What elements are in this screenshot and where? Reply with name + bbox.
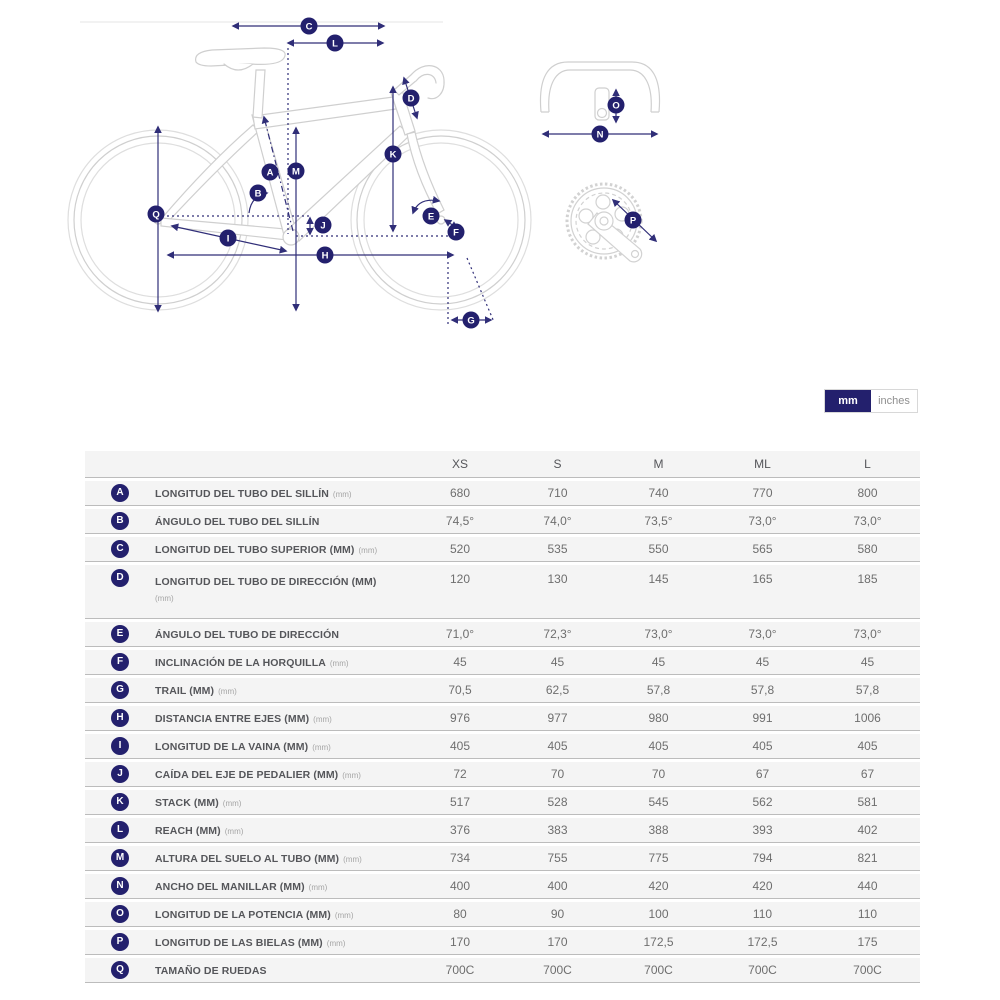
- diagram-badge-F: [448, 224, 465, 241]
- value-cell: 74,0°: [508, 509, 607, 534]
- row-label: LONGITUD DE LA VAINA (MM): [155, 741, 309, 753]
- value-cell: 545: [607, 790, 710, 815]
- geometry-row-I: [85, 734, 920, 759]
- diagram-badge-D: [403, 90, 420, 107]
- row-label: ALTURA DEL SUELO AL TUBO (MM): [155, 853, 340, 865]
- geometry-row-D: [85, 565, 920, 619]
- value-cell: 980: [607, 706, 710, 731]
- diagram-badge-E: [423, 208, 440, 225]
- row-letter-badge: L: [111, 821, 129, 839]
- geometry-row-H: [85, 706, 920, 731]
- row-label: LONGITUD DE LAS BIELAS (MM): [155, 937, 323, 949]
- value-cell: 62,5: [508, 678, 607, 703]
- diagram-badge-B: [250, 185, 267, 202]
- value-cell: 700C: [815, 958, 920, 983]
- value-cell: 535: [508, 537, 607, 562]
- value-cell: 562: [710, 790, 815, 815]
- value-cell: 700C: [412, 958, 508, 983]
- svg-text:O: O: [612, 100, 620, 112]
- geometry-row-G: [85, 678, 920, 703]
- value-cell: 440: [815, 874, 920, 899]
- value-cell: 120: [412, 565, 508, 619]
- value-cell: 57,8: [607, 678, 710, 703]
- row-label: TAMAÑO DE RUEDAS: [155, 965, 267, 977]
- row-letter-badge: O: [111, 905, 129, 923]
- svg-text:E: E: [427, 211, 435, 223]
- label-cell: [155, 509, 412, 534]
- diagram-badge-A: [262, 164, 279, 181]
- value-cell: 400: [508, 874, 607, 899]
- row-letter-badge: D: [111, 569, 129, 587]
- diagram-badge-Q: [148, 206, 165, 223]
- geometry-row-F: [85, 650, 920, 675]
- svg-text:F: F: [453, 227, 459, 239]
- badge-cell: [85, 846, 155, 871]
- diagram-badge-C: [301, 18, 318, 35]
- row-letter-badge: A: [111, 484, 129, 502]
- diagram-badge-J: [315, 217, 332, 234]
- value-cell: 794: [710, 846, 815, 871]
- badge-cell: [85, 706, 155, 731]
- row-unit-suffix: (mm): [342, 771, 361, 780]
- row-unit-suffix: (mm): [329, 659, 349, 668]
- svg-text:K: K: [389, 149, 397, 161]
- label-cell: [155, 902, 412, 927]
- header-spacer-label: [155, 451, 412, 478]
- label-cell: [155, 874, 412, 899]
- value-cell: 405: [710, 734, 815, 759]
- value-cell: 800: [815, 481, 920, 506]
- row-label: LONGITUD DEL TUBO DE DIRECCIÓN (MM): [155, 576, 377, 588]
- badge-cell: [85, 790, 155, 815]
- badge-cell: [85, 734, 155, 759]
- row-unit-suffix: (mm): [343, 855, 362, 864]
- label-cell: [155, 678, 412, 703]
- diagram-badge-K: [385, 146, 402, 163]
- diagram-badge-N: [592, 126, 609, 143]
- row-unit-suffix: (mm): [332, 490, 352, 499]
- value-cell: 90: [508, 902, 607, 927]
- label-cell: [155, 481, 412, 506]
- bike-art: [68, 48, 531, 310]
- value-cell: 72: [412, 762, 508, 787]
- badge-cell: [85, 537, 155, 562]
- value-cell: 550: [607, 537, 710, 562]
- value-cell: 734: [412, 846, 508, 871]
- geometry-row-K: [85, 790, 920, 815]
- value-cell: 172,5: [607, 930, 710, 955]
- value-cell: 45: [815, 650, 920, 675]
- row-letter-badge: F: [111, 653, 129, 671]
- value-cell: 57,8: [815, 678, 920, 703]
- row-letter-badge: M: [111, 849, 129, 867]
- badge-cell: [85, 565, 155, 619]
- row-unit-suffix: (mm): [334, 911, 354, 920]
- diagram-badge-M: [288, 163, 305, 180]
- row-letter-badge: K: [111, 793, 129, 811]
- value-cell: 393: [710, 818, 815, 843]
- diagram-badge-H: [317, 247, 334, 264]
- value-cell: 517: [412, 790, 508, 815]
- svg-text:J: J: [320, 220, 326, 232]
- badge-cell: [85, 762, 155, 787]
- row-letter-badge: N: [111, 877, 129, 895]
- badge-cell: [85, 650, 155, 675]
- badge-cell: [85, 902, 155, 927]
- row-unit-suffix: (mm): [312, 743, 331, 752]
- row-letter-badge: H: [111, 709, 129, 727]
- value-cell: 45: [508, 650, 607, 675]
- geometry-row-E: [85, 622, 920, 647]
- row-label: ANCHO DEL MANILLAR (MM): [155, 881, 305, 893]
- value-cell: 1006: [815, 706, 920, 731]
- row-label: ÁNGULO DEL TUBO DE DIRECCIÓN: [155, 629, 340, 641]
- value-cell: 977: [508, 706, 607, 731]
- row-unit-suffix: (mm): [155, 594, 174, 603]
- svg-text:A: A: [266, 167, 274, 179]
- diagram-badge-I: [220, 230, 237, 247]
- size-column-header: M: [607, 451, 710, 478]
- diagram-badge-L: [327, 35, 344, 52]
- value-cell: 73,0°: [710, 509, 815, 534]
- value-cell: 175: [815, 930, 920, 955]
- value-cell: 976: [412, 706, 508, 731]
- row-label: ÁNGULO DEL TUBO DEL SILLÍN: [155, 516, 320, 528]
- svg-text:I: I: [226, 233, 230, 245]
- value-cell: 402: [815, 818, 920, 843]
- value-cell: 73,0°: [607, 622, 710, 647]
- label-cell: [155, 650, 412, 675]
- value-cell: 73,0°: [710, 622, 815, 647]
- badge-cell: [85, 509, 155, 534]
- label-cell: [155, 818, 412, 843]
- svg-text:L: L: [332, 38, 338, 50]
- label-cell: [155, 958, 412, 983]
- value-cell: 680: [412, 481, 508, 506]
- value-cell: 991: [710, 706, 815, 731]
- value-cell: 755: [508, 846, 607, 871]
- value-cell: 70: [508, 762, 607, 787]
- svg-text:H: H: [321, 250, 329, 262]
- label-cell: [155, 706, 412, 731]
- value-cell: 170: [508, 930, 607, 955]
- value-cell: 70: [607, 762, 710, 787]
- value-cell: 165: [710, 565, 815, 619]
- value-cell: 73,0°: [815, 509, 920, 534]
- row-letter-badge: Q: [111, 961, 129, 979]
- row-label: STACK (MM): [155, 797, 219, 809]
- geometry-table: [85, 448, 920, 986]
- size-column-header: L: [815, 451, 920, 478]
- value-cell: 73,5°: [607, 509, 710, 534]
- row-unit-suffix: (mm): [218, 687, 237, 696]
- value-cell: 67: [710, 762, 815, 787]
- badge-cell: [85, 958, 155, 983]
- value-cell: 57,8: [710, 678, 815, 703]
- badge-cell: [85, 481, 155, 506]
- value-cell: 71,0°: [412, 622, 508, 647]
- unit-toggle: [824, 389, 918, 413]
- value-cell: 110: [710, 902, 815, 927]
- value-cell: 420: [607, 874, 710, 899]
- value-cell: 73,0°: [815, 622, 920, 647]
- dimension-lines: [158, 26, 657, 326]
- svg-text:D: D: [407, 93, 415, 105]
- value-cell: 45: [607, 650, 710, 675]
- header-spacer-badge: [85, 451, 155, 478]
- row-unit-suffix: (mm): [326, 939, 346, 948]
- svg-text:B: B: [254, 188, 262, 200]
- value-cell: 170: [412, 930, 508, 955]
- size-column-header: ML: [710, 451, 815, 478]
- row-letter-badge: I: [111, 737, 129, 755]
- size-column-header: S: [508, 451, 607, 478]
- row-unit-suffix: (mm): [308, 883, 328, 892]
- svg-text:C: C: [305, 21, 313, 33]
- handlebar-diagram: [540, 62, 659, 120]
- geometry-row-Q: [85, 958, 920, 983]
- value-cell: 67: [815, 762, 920, 787]
- size-header-row: [85, 451, 920, 478]
- diagram-badge-G: [463, 312, 480, 329]
- svg-text:M: M: [292, 166, 300, 178]
- value-cell: 520: [412, 537, 508, 562]
- row-letter-badge: P: [111, 933, 129, 951]
- geometry-row-C: [85, 537, 920, 562]
- row-letter-badge: E: [111, 625, 129, 643]
- value-cell: 420: [710, 874, 815, 899]
- badge-cell: [85, 818, 155, 843]
- value-cell: 400: [412, 874, 508, 899]
- value-cell: 700C: [710, 958, 815, 983]
- row-label: CAÍDA DEL EJE DE PEDALIER (MM): [155, 769, 339, 781]
- value-cell: 770: [710, 481, 815, 506]
- geometry-row-J: [85, 762, 920, 787]
- value-cell: 565: [710, 537, 815, 562]
- value-cell: 45: [710, 650, 815, 675]
- geometry-row-B: [85, 509, 920, 534]
- value-cell: 388: [607, 818, 710, 843]
- row-label: REACH (MM): [155, 825, 221, 837]
- label-cell: [155, 622, 412, 647]
- value-cell: 110: [815, 902, 920, 927]
- value-cell: 45: [412, 650, 508, 675]
- label-cell: [155, 734, 412, 759]
- row-unit-suffix: (mm): [358, 546, 378, 555]
- value-cell: 405: [607, 734, 710, 759]
- badge-cell: [85, 622, 155, 647]
- row-unit-suffix: (mm): [222, 799, 242, 808]
- label-cell: [155, 846, 412, 871]
- size-column-header: XS: [412, 451, 508, 478]
- geometry-row-N: [85, 874, 920, 899]
- row-letter-badge: C: [111, 540, 129, 558]
- value-cell: 405: [508, 734, 607, 759]
- value-cell: 740: [607, 481, 710, 506]
- row-letter-badge: J: [111, 765, 129, 783]
- row-letter-badge: G: [111, 681, 129, 699]
- svg-text:P: P: [629, 215, 637, 227]
- label-cell: [155, 565, 412, 619]
- value-cell: 70,5: [412, 678, 508, 703]
- badge-cell: [85, 874, 155, 899]
- value-cell: 581: [815, 790, 920, 815]
- label-cell: [155, 762, 412, 787]
- label-cell: [155, 790, 412, 815]
- value-cell: 74,5°: [412, 509, 508, 534]
- geometry-diagram: [0, 0, 1000, 380]
- value-cell: 700C: [607, 958, 710, 983]
- value-cell: 100: [607, 902, 710, 927]
- row-label: LONGITUD DEL TUBO DEL SILLÍN: [155, 488, 329, 500]
- row-label: DISTANCIA ENTRE EJES (MM): [155, 713, 310, 725]
- value-cell: 405: [815, 734, 920, 759]
- geometry-row-O: [85, 902, 920, 927]
- value-cell: 700C: [508, 958, 607, 983]
- diagram-badge-P: [625, 212, 642, 229]
- diagram-badge-O: [608, 97, 625, 114]
- svg-text:G: G: [467, 315, 475, 327]
- value-cell: 145: [607, 565, 710, 619]
- value-cell: 775: [607, 846, 710, 871]
- row-label: LONGITUD DEL TUBO SUPERIOR (MM): [155, 544, 355, 556]
- row-label: LONGITUD DE LA POTENCIA (MM): [155, 909, 331, 921]
- label-cell: [155, 930, 412, 955]
- geometry-row-A: [85, 481, 920, 506]
- value-cell: 405: [412, 734, 508, 759]
- geometry-row-L: [85, 818, 920, 843]
- label-cell: [155, 537, 412, 562]
- svg-text:Q: Q: [152, 209, 160, 221]
- value-cell: 580: [815, 537, 920, 562]
- svg-text:N: N: [596, 129, 604, 141]
- value-cell: 130: [508, 565, 607, 619]
- value-cell: 185: [815, 565, 920, 619]
- value-cell: 172,5: [710, 930, 815, 955]
- value-cell: 376: [412, 818, 508, 843]
- badge-cell: [85, 930, 155, 955]
- row-unit-suffix: (mm): [313, 715, 332, 724]
- row-label: TRAIL (MM): [155, 685, 215, 697]
- unit-inches-button[interactable]: inches: [871, 390, 917, 412]
- badge-cell: [85, 678, 155, 703]
- row-unit-suffix: (mm): [224, 827, 244, 836]
- value-cell: 528: [508, 790, 607, 815]
- value-cell: 80: [412, 902, 508, 927]
- value-cell: 710: [508, 481, 607, 506]
- row-letter-badge: B: [111, 512, 129, 530]
- geometry-row-P: [85, 930, 920, 955]
- unit-mm-button[interactable]: mm: [825, 390, 871, 412]
- value-cell: 383: [508, 818, 607, 843]
- geometry-row-M: [85, 846, 920, 871]
- value-cell: 821: [815, 846, 920, 871]
- row-label: INCLINACIÓN DE LA HORQUILLA: [155, 657, 326, 669]
- value-cell: 72,3°: [508, 622, 607, 647]
